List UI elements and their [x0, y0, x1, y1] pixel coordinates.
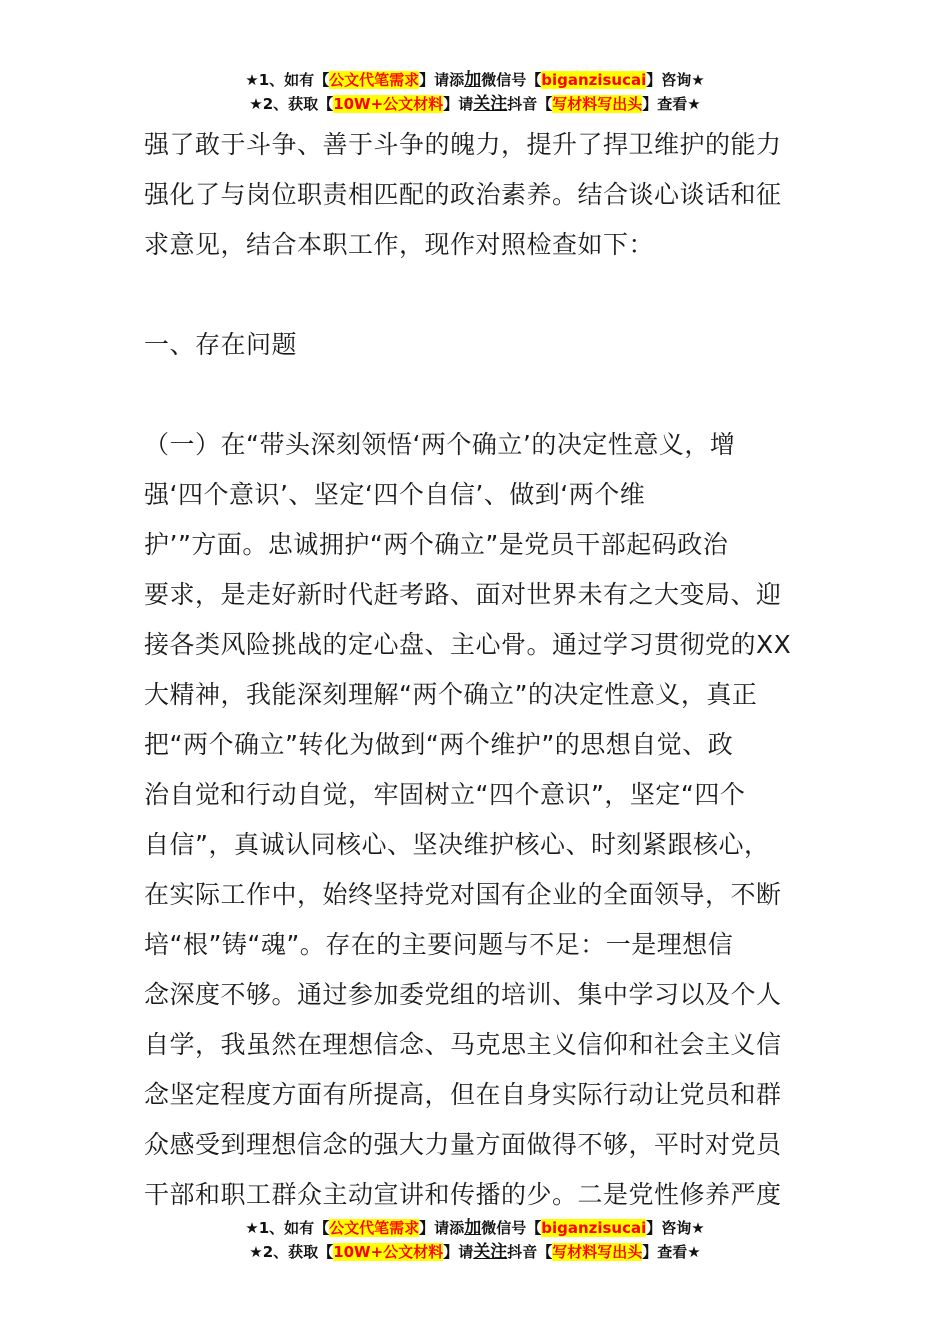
promo-text: ★1、如有【 — [245, 71, 330, 89]
promo-line-1 — [0, 68, 950, 92]
promo-text: 关注 — [473, 94, 508, 114]
text-line: 自信”，真诚认同核心、坚决维护核心、时刻紧跟核心， — [144, 830, 770, 859]
promo-text: 抖音【 — [507, 95, 553, 113]
promo-text: 加 — [464, 70, 482, 90]
text-line: 要求，是走好新时代赶考路、面对世界未有之大变局、迎 — [144, 580, 782, 609]
promo-highlight: 公文代笔需求 — [329, 71, 420, 89]
promo-highlight: 写材料写出头 — [552, 1243, 643, 1261]
promo-text: 】查看★ — [642, 95, 701, 113]
text-line: 强‘四个意识’、坚定‘四个自信’、做到‘两个维 — [144, 480, 646, 509]
text-line: 接各类风险挑战的定心盘、主心骨。通过学习贯彻党的XX — [144, 630, 792, 659]
promo-text: 】咨询★ — [646, 1219, 705, 1237]
text-line: 干部和职工群众主动宣讲和传播的少。二是党性修养严度 — [144, 1180, 782, 1209]
promo-text: ★2、获取【 — [249, 1243, 334, 1261]
promo-highlight: biganzisucai — [541, 71, 647, 89]
text-line: 护’”方面。忠诚拥护“两个确立”是党员干部起码政治 — [144, 530, 729, 559]
promo-text: 】查看★ — [642, 1243, 701, 1261]
promo-banner-bottom — [0, 1216, 950, 1264]
promo-banner-top — [0, 68, 950, 116]
promo-text: 】请 — [443, 1243, 474, 1261]
text-line: 把“两个确立”转化为做到“两个维护”的思想自觉、政 — [144, 730, 734, 759]
text-line: 众感受到理想信念的强大力量方面做得不够，平时对党员 — [144, 1130, 782, 1159]
text-line: 在实际工作中，始终坚持党对国有企业的全面领导，不断 — [144, 880, 782, 909]
promo-highlight: 写材料写出头 — [552, 95, 643, 113]
text-line: 自学，我虽然在理想信念、马克思主义信仰和社会主义信 — [144, 1030, 782, 1059]
promo-line-2 — [0, 1240, 950, 1264]
promo-highlight: 10W+公文材料 — [333, 95, 444, 113]
text-line: 大精神，我能深刻理解“两个确立”的决定性意义，真正 — [144, 680, 758, 709]
promo-text: ★1、如有【 — [245, 1219, 330, 1237]
promo-highlight: 10W+公文材料 — [333, 1243, 444, 1261]
text-line: 治自觉和行动自觉，牢固树立“四个意识”，坚定“四个 — [144, 780, 746, 809]
promo-text: 加 — [464, 1218, 482, 1238]
promo-line-2 — [0, 92, 950, 116]
text-line: 求意见，结合本职工作，现作对照检查如下： — [144, 230, 655, 259]
promo-text: ★2、获取【 — [249, 95, 334, 113]
promo-text: 】咨询★ — [646, 71, 705, 89]
promo-text: 关注 — [473, 1242, 508, 1262]
promo-text: 抖音【 — [507, 1243, 553, 1261]
intro-paragraph — [144, 120, 808, 270]
text-line: 念坚定程度方面有所提高，但在自身实际行动让党员和群 — [144, 1080, 782, 1109]
text-line: 念深度不够。通过参加委党组的培训、集中学习以及个人 — [144, 980, 782, 1009]
promo-text: 微信号【 — [481, 71, 542, 89]
section-heading — [144, 320, 808, 370]
text-line: 培“根”铸“魂”。存在的主要问题与不足：一是理想信 — [144, 930, 734, 959]
main-paragraph — [144, 420, 808, 1220]
promo-text: 】请 — [443, 95, 474, 113]
heading-text: 一、存在问题 — [144, 330, 298, 359]
text-line: 强化了与岗位职责相匹配的政治素养。结合谈心谈话和征 — [144, 180, 782, 209]
promo-text: 微信号【 — [481, 1219, 542, 1237]
promo-line-1 — [0, 1216, 950, 1240]
text-line: 强了敢于斗争、善于斗争的魄力，提升了捍卫维护的能力 — [144, 130, 782, 159]
promo-text: 】请添 — [419, 71, 465, 89]
promo-highlight: biganzisucai — [541, 1219, 647, 1237]
promo-text: 】请添 — [419, 1219, 465, 1237]
promo-highlight: 公文代笔需求 — [329, 1219, 420, 1237]
text-line: （一）在“带头深刻领悟‘两个确立’的决定性意义，增 — [144, 430, 736, 459]
